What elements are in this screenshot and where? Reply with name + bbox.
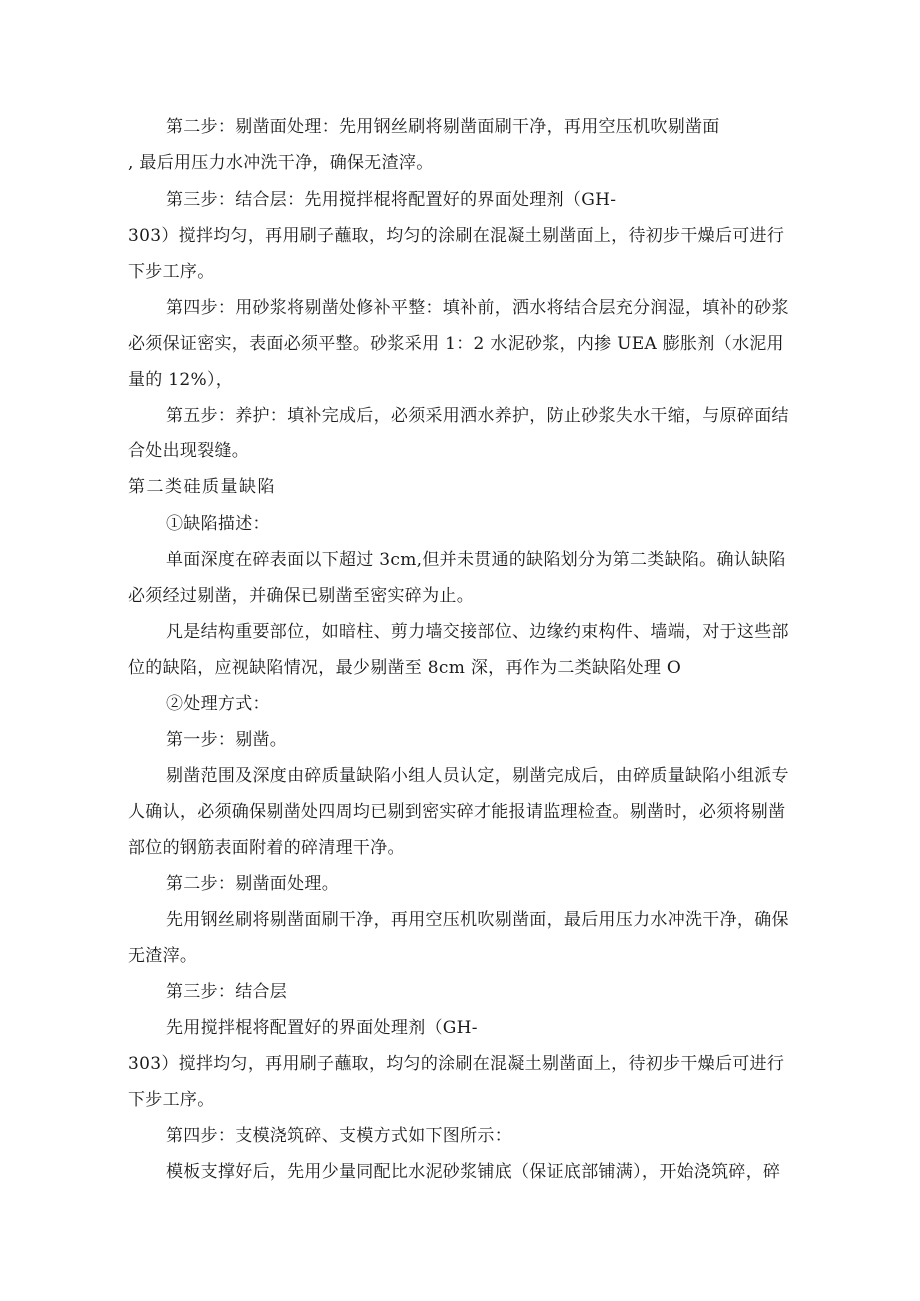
treatment-method-label: ②处理方式： xyxy=(166,694,270,714)
step-three-line-2: 303）搅拌均匀，再用刷子蘸取，均匀的涂刷在混凝土剔凿面上，待初步干燥后可进行 xyxy=(128,226,785,246)
step-two-title: 第二步：剔凿面处理。 xyxy=(166,874,339,894)
step-three-line-3: 下步工序。 xyxy=(128,262,215,282)
step-two-line-2: , 最后用压力水冲洗干净，确保无渣滓。 xyxy=(128,153,434,173)
step-three-title: 第三步：结合层 xyxy=(166,982,288,1002)
step-two-line-1: 第二步：剔凿面处理：先用钢丝刷将剔凿面刷干净，再用空压机吹剔凿面 xyxy=(166,117,720,137)
step-two-body-line-2: 无渣滓。 xyxy=(128,946,198,966)
section-heading: 第二类硅质量缺陷 xyxy=(128,477,276,497)
step-four-body-line-1: 模板支撑好后，先用少量同配比水泥砂浆铺底（保证底部铺满），开始浇筑碎，碎 xyxy=(166,1162,781,1182)
defect-description-line-2: 必须经过剔凿，并确保已剔凿至密实碎为止。 xyxy=(128,586,474,606)
step-four-line-3: 量的 12%）， xyxy=(128,370,234,390)
defect-description-label: ①缺陷描述： xyxy=(166,514,270,534)
step-three-line-1: 第三步：结合层：先用搅拌棍将配置好的界面处理剂（GH- xyxy=(166,190,617,210)
step-four-title: 第四步：支模浇筑碎、支模方式如下图所示： xyxy=(166,1126,512,1146)
important-parts-line-2: 位的缺陷，应视缺陷情况，最少剔凿至 8cm 深，再作为二类缺陷处理 O xyxy=(128,658,682,678)
step-two-body-line-1: 先用钢丝刷将剔凿面刷干净，再用空压机吹剔凿面，最后用压力水冲洗干净，确保 xyxy=(166,910,789,930)
step-three-body-line-1: 先用搅拌棍将配置好的界面处理剂（GH- xyxy=(166,1018,478,1038)
step-four-line-2: 必须保证密实，表面必须平整。砂浆采用 1：2 水泥砂浆，内掺 UEA 膨胀剂（水泥用 xyxy=(128,334,784,354)
step-three-body-line-3: 下步工序。 xyxy=(128,1090,215,1110)
step-one-title: 第一步：剔凿。 xyxy=(166,730,288,750)
step-five-line-1: 第五步：养护：填补完成后，必须采用洒水养护，防止砂浆失水干缩，与原碎面结 xyxy=(166,406,789,426)
step-four-line-1: 第四步：用砂浆将剔凿处修补平整：填补前，洒水将结合层充分润湿，填补的砂浆 xyxy=(166,298,789,318)
step-five-line-2: 合处出现裂缝。 xyxy=(128,441,250,461)
step-one-line-2: 人确认，必须确保剔凿处四周均已剔到密实碎才能报请监理检查。剔凿时，必须将剔凿 xyxy=(128,802,786,822)
step-one-line-1: 剔凿范围及深度由碎质量缺陷小组人员认定，剔凿完成后，由碎质量缺陷小组派专 xyxy=(166,766,789,786)
defect-description-line-1: 单面深度在碎表面以下超过 3cm,但并未贯通的缺陷划分为第二类缺陷。确认缺陷 xyxy=(166,550,786,570)
important-parts-line-1: 凡是结构重要部位，如暗柱、剪力墙交接部位、边缘约束构件、墙端，对于这些部 xyxy=(166,622,789,642)
step-three-body-line-2: 303）搅拌均匀，再用刷子蘸取，均匀的涂刷在混凝土剔凿面上，待初步干燥后可进行 xyxy=(128,1054,785,1074)
step-one-line-3: 部位的钢筋表面附着的碎清理干净。 xyxy=(128,838,405,858)
